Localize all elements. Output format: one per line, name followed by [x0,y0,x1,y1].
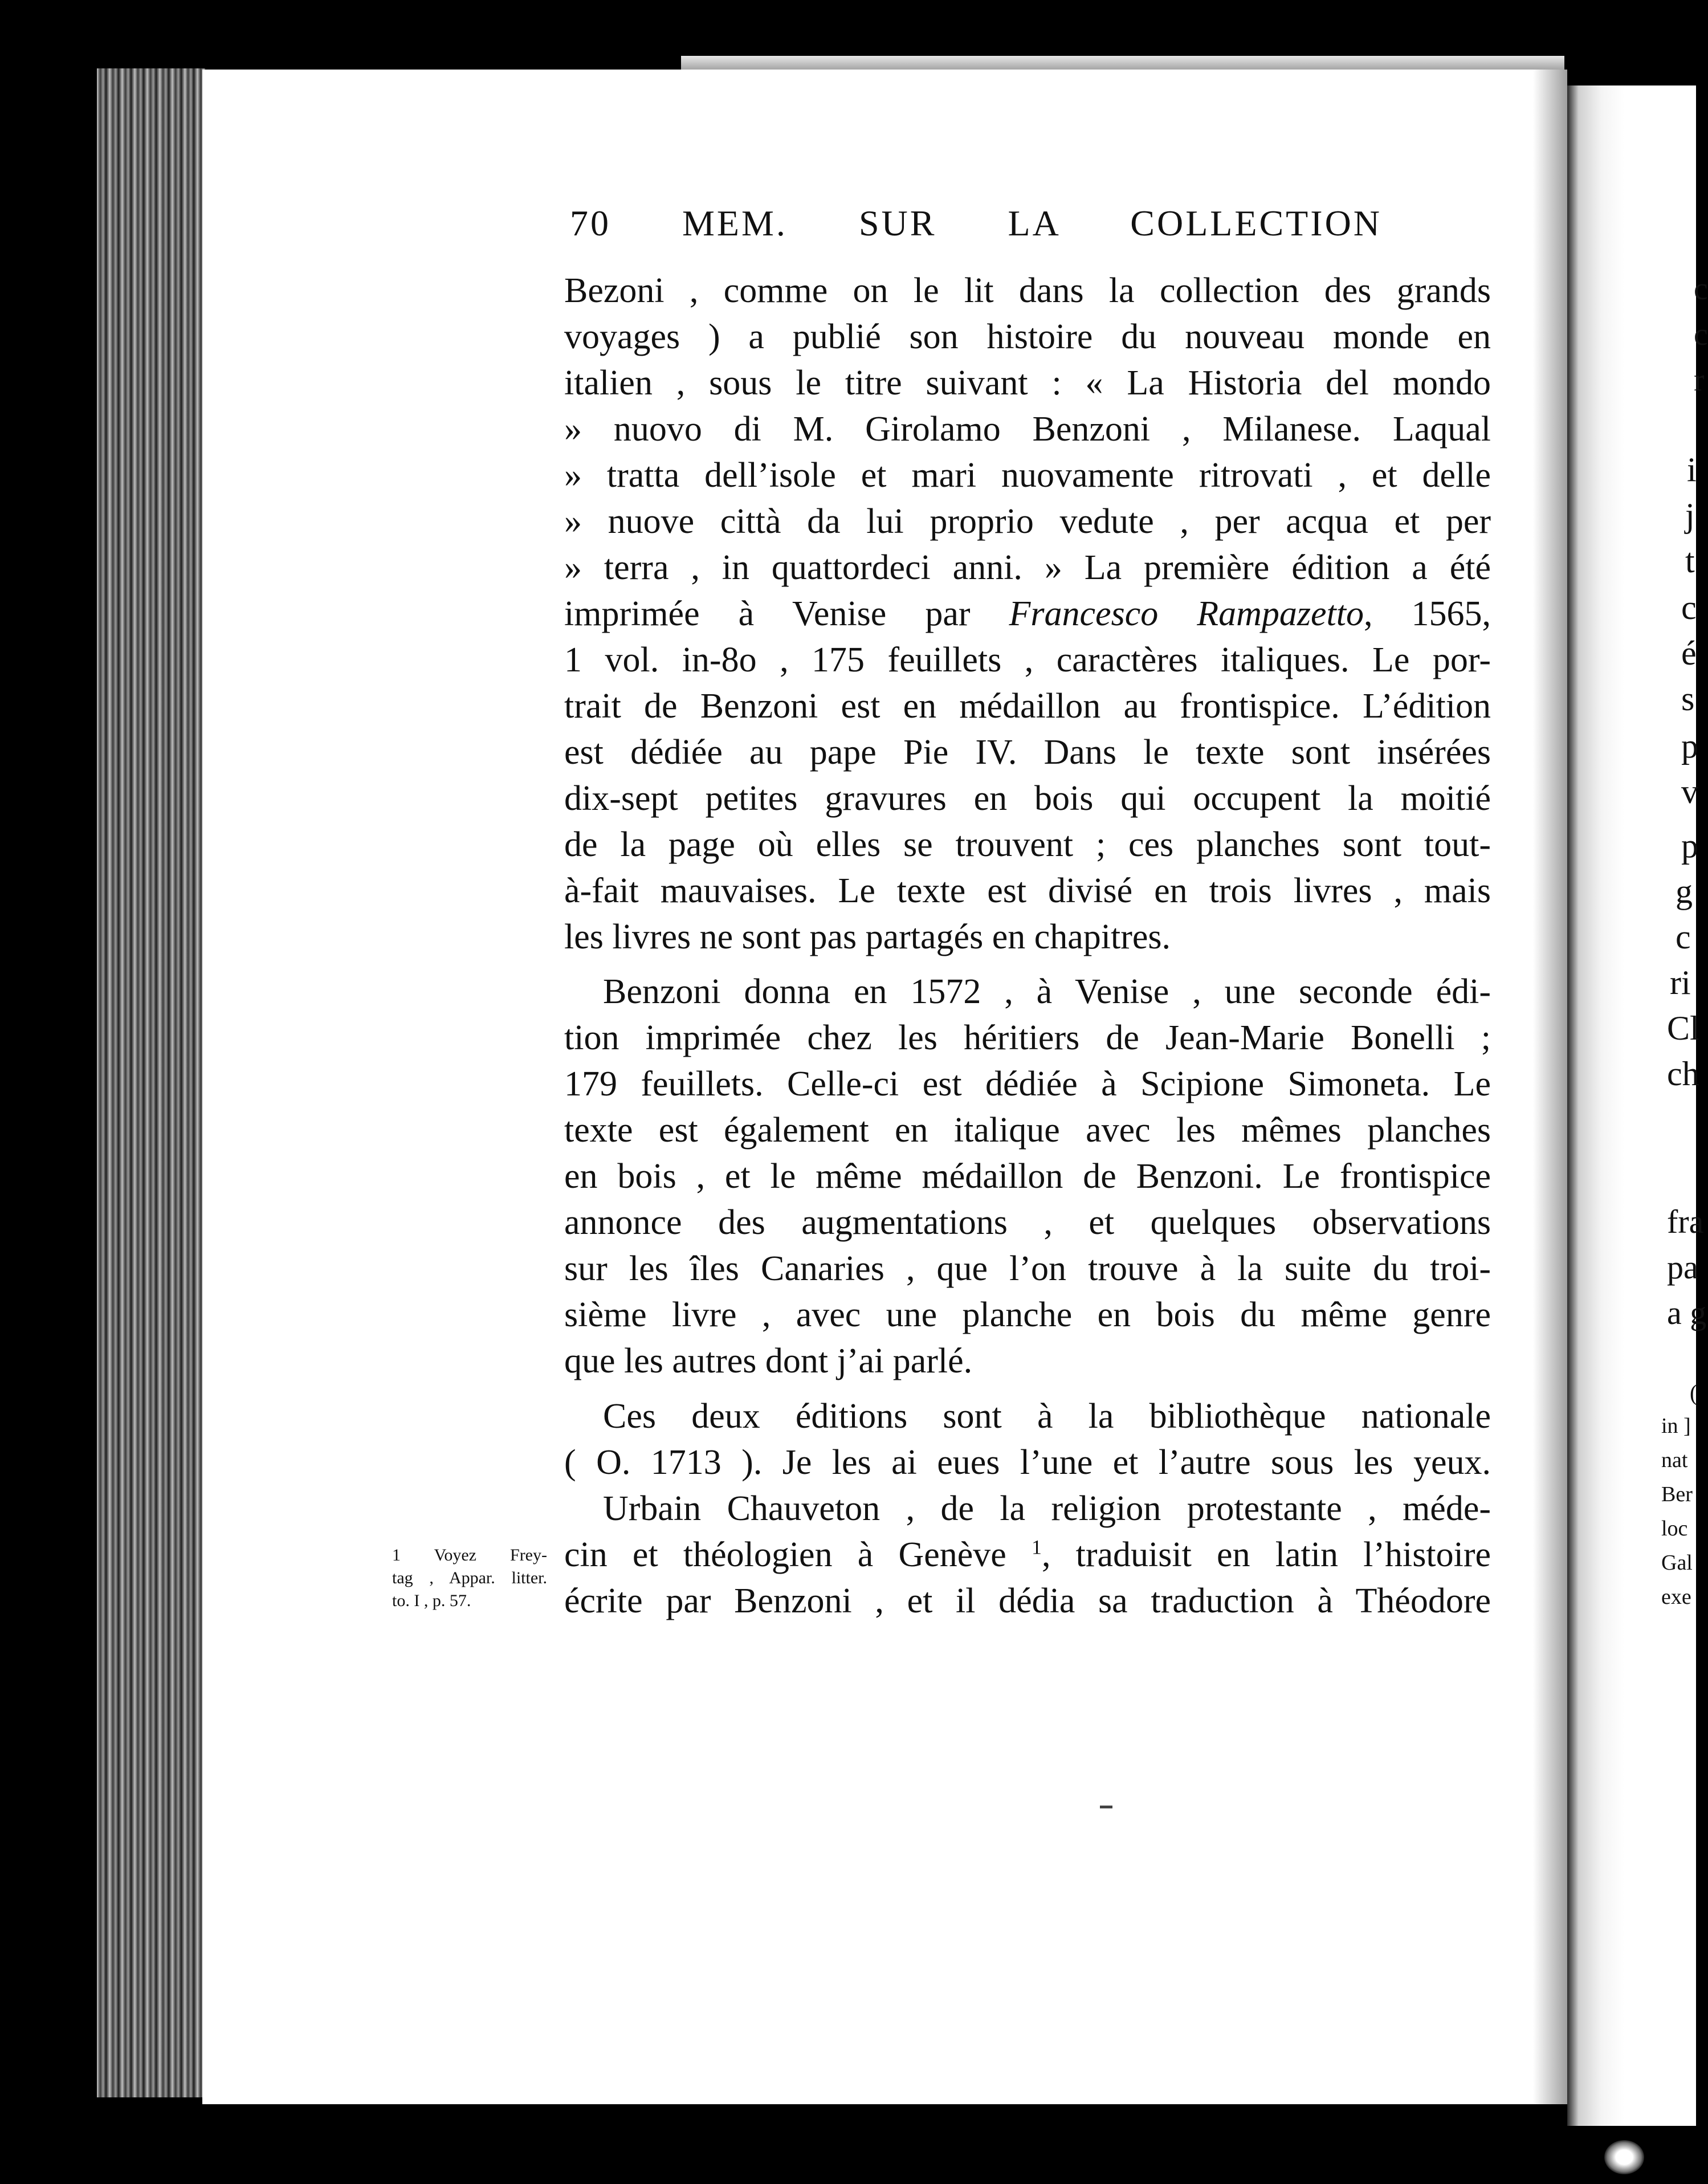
facing-fragment: i [1687,451,1697,488]
text-segment: cin et théologien à Genève [564,1535,1006,1574]
text-line: Benzoni donna en 1572 , à Venise , une seconde édi- [603,972,1491,1011]
text-line: à-fait mauvaises. Le texte est divisé en trois livres , mais [564,871,1491,910]
text-line: sur les îles Canaries , que l’on trouve à la suite du troi- [564,1249,1491,1288]
text-line: Bezoni , comme on le lit dans la collection des grands [564,271,1491,310]
text-line [564,1535,1491,1575]
text-line: Ces deux éditions sont à la bibliothèque nationale [603,1397,1491,1436]
facing-fragment: r [1694,362,1705,398]
facing-fragment: Cl [1667,1009,1699,1047]
text-line: les livres ne sont pas partagés en chapitres. [564,918,1171,956]
text-line: » terra , in quattordeci anni. » La première édition a été [564,548,1491,587]
facing-fragment: p [1681,727,1698,765]
ink-mark [1100,1806,1112,1808]
facing-fragment: c [1694,317,1708,352]
facing-fragment: c [1694,271,1708,307]
gutter-shadow [1533,70,1567,2104]
facing-fragment: ch [1667,1055,1699,1093]
page-edge-stack [97,68,205,2097]
facing-fragment: pa [1667,1249,1698,1286]
facing-fragment: g [1676,873,1693,910]
facing-fragment: j [1685,496,1695,534]
text-line: Urbain Chauveton , de la religion protestante , méde- [603,1489,1491,1528]
footnote-line: 1 Voyez Frey- [392,1546,547,1564]
text-line: sième livre , avec une planche en bois du même genre [564,1295,1491,1334]
text-line: tion imprimée chez les héritiers de Jean-Marie Bonelli ; [564,1018,1491,1057]
facing-fragment: nat [1661,1448,1688,1472]
facing-fragment: é [1681,634,1697,672]
text-segment: , 1565, [1363,594,1491,633]
text-line: italien , sous le titre suivant : « La Historia del mondo [564,364,1491,402]
facing-fragment: c [1676,918,1691,956]
facing-fragment: c [1681,589,1697,626]
footnote-line: to. I , p. 57. [392,1591,471,1610]
text-segment: imprimée à Venise par [564,594,971,633]
text-line: » nuove città da lui proprio vedute , per acqua et per [564,502,1491,541]
text-line: que les autres dont j’ai parlé. [564,1342,973,1380]
facing-fragment: Ber [1661,1482,1693,1506]
text-line: annonce des augmentations , et quelques observations [564,1203,1491,1242]
text-line: 1 vol. in-8o , 175 feuillets , caractères italiques. Le por- [564,641,1491,679]
facing-fragment: Gal [1661,1551,1693,1575]
text-line: est dédiée au pape Pie IV. Dans le texte sont insérées [564,733,1491,772]
text-line: » nuovo di M. Girolamo Benzoni , Milanese. Laqual [564,410,1491,449]
text-line [564,594,1491,634]
facing-fragment: in ] [1661,1414,1691,1438]
text-line: ( O. 1713 ). Je les ai eues l’une et l’autre sous les yeux. [564,1443,1491,1482]
text-line: trait de Benzoni est en médaillon au frontispice. L’édition [564,687,1491,726]
facing-fragment: t [1685,542,1695,580]
library-stamp [1604,2140,1644,2174]
facing-page [1567,85,1708,2126]
text-line: » tratta dell’isole et mari nuovamente ritrovati , et delle [564,456,1491,495]
printer-name: Francesco Rampazetto [1009,594,1364,633]
text-line: texte est également en italique avec les mêmes planches [564,1111,1491,1150]
facing-fragment: v [1681,773,1698,810]
running-head: 70 MEM. SUR LA COLLECTION [570,203,1382,243]
facing-fragment: ri [1670,964,1691,1001]
text-line: écrite par Benzoni , et il dédia sa traduction à Théodore [564,1582,1491,1620]
facing-fragment: fra [1667,1203,1704,1240]
text-line: 179 feuillets. Celle-ci est dédiée à Scipione Simoneta. Le [564,1065,1491,1103]
text-line: de la page où elles se trouvent ; ces planches sont tout- [564,825,1491,864]
text-line: dix-sept petites gravures en bois qui occupent la moitié [564,779,1491,818]
facing-fragment: ( [1690,1380,1698,1405]
text-line: en bois , et le même médaillon de Benzoni. Le frontispice [564,1157,1491,1196]
text-segment: , traduisit en latin l’histoire [1041,1535,1491,1574]
facing-fragment: a g [1667,1294,1707,1331]
facing-fragment: loc [1661,1517,1688,1541]
facing-fragment: s [1681,680,1695,718]
facing-fragment: exe [1661,1585,1691,1609]
facing-fragment: p [1681,827,1698,865]
footnote-line: tag , Appar. litter. [392,1568,547,1587]
text-line: voyages ) a publié son histoire du nouveau monde en [564,317,1491,356]
footnote-marker: 1 [1031,1535,1042,1559]
